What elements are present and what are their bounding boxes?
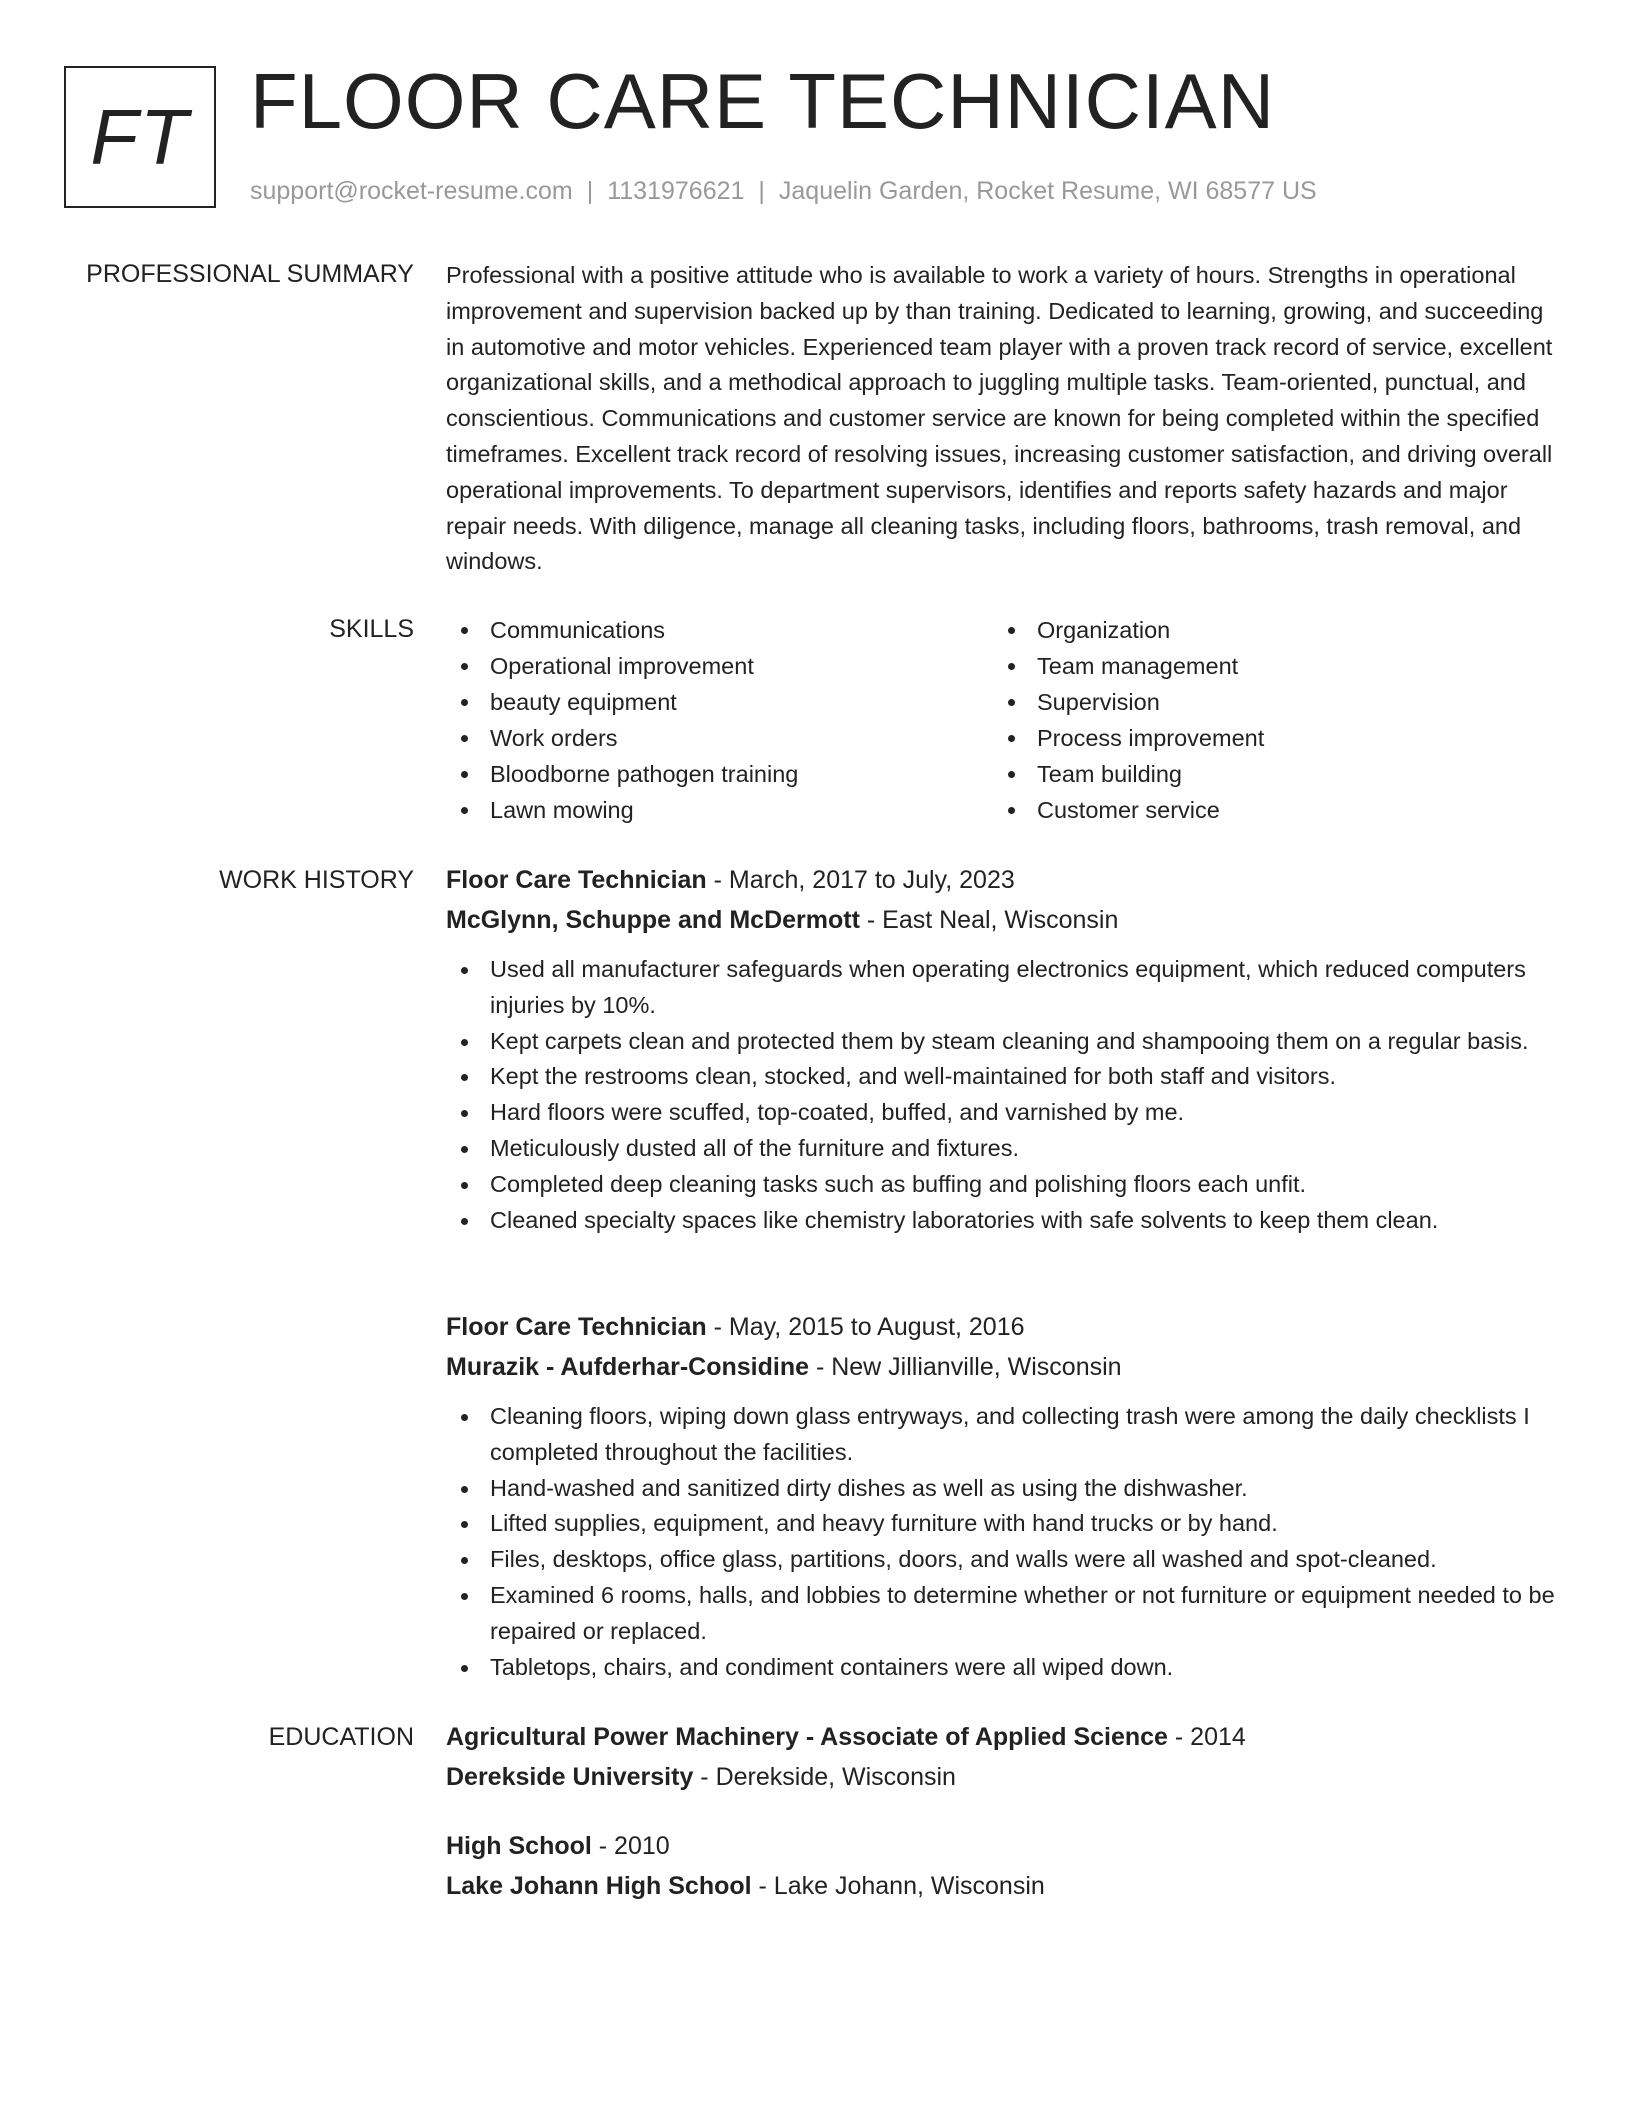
education-school: Derekside University: [446, 1763, 694, 1791]
contact-separator: |: [758, 177, 765, 205]
job-company: Murazik - Aufderhar-Considine: [446, 1353, 809, 1381]
section-label-work-history: WORK HISTORY: [219, 866, 414, 894]
skill-item: Communications: [446, 612, 798, 648]
skill-item: beauty equipment: [446, 684, 798, 720]
education-degree-line: [446, 1717, 1566, 1757]
education-entry: [446, 1826, 1566, 1906]
job-entry: [446, 860, 1566, 1238]
job-bullet: Lifted supplies, equipment, and heavy furniture with hand trucks or by hand.: [446, 1506, 1566, 1542]
job-bullet: Files, desktops, office glass, partitions, doors, and walls were all washed and spot-cleaned.: [446, 1542, 1566, 1578]
skill-item: Process improvement: [993, 720, 1264, 756]
job-bullets: [446, 1399, 1566, 1685]
monogram-box: [64, 66, 216, 208]
skill-item: Team management: [993, 648, 1264, 684]
section-label-skills: SKILLS: [329, 615, 414, 643]
job-company-line: [446, 900, 1566, 940]
job-dates: - May, 2015 to August, 2016: [706, 1313, 1025, 1341]
job-bullet: Used all manufacturer safeguards when operating electronics equipment, which reduced computers injuries by 10%.: [446, 952, 1566, 1024]
skill-item: Organization: [993, 612, 1264, 648]
contact-separator: |: [586, 177, 594, 205]
job-entry: [446, 1307, 1566, 1685]
job-bullet: Cleaning floors, wiping down glass entryways, and collecting trash were among the daily checklists I completed throughout the facilities.: [446, 1399, 1566, 1471]
skills-column-right: [993, 612, 1264, 828]
education-year: - 2014: [1167, 1723, 1246, 1751]
education-school-line: [446, 1757, 1566, 1797]
contact-email: support@rocket-resume.com: [250, 177, 573, 205]
monogram-initials: FT: [90, 92, 190, 181]
education-location: - Derekside, Wisconsin: [693, 1763, 956, 1791]
job-bullet: Cleaned specialty spaces like chemistry laboratories with safe solvents to keep them clean.: [446, 1203, 1566, 1239]
education-degree: High School: [446, 1832, 592, 1860]
job-title: Floor Care Technician: [446, 866, 707, 894]
job-location: - New Jillianville, Wisconsin: [809, 1353, 1122, 1381]
skill-item: Supervision: [993, 684, 1264, 720]
resume-title: FLOOR CARE TECHNICIAN: [250, 57, 1276, 145]
education-school-line: [446, 1866, 1566, 1906]
section-label-summary: PROFESSIONAL SUMMARY: [86, 260, 414, 288]
summary-text: Professional with a positive attitude who is available to work a variety of hours. Strengths in operational improvement and supervision backed up by than training. Dedicated to learning, growing, and succeeding in automotive and motor vehicles. Experienced team player with a proven track record of service, excellent organizational skills, and a methodical approach to juggling multiple tasks. Team-oriented, punctual, and conscientious. Communications and customer service are known for being completed within the specified timeframes. Excellent track record of resolving issues, increasing customer satisfaction, and driving overall operational improvements. To department supervisors, identifies and reports safety hazards and major repair needs. With diligence, manage all cleaning tasks, including floors, bathrooms, trash removal, and windows.: [446, 262, 1553, 575]
skill-item: Work orders: [446, 720, 798, 756]
skills-column-left: [446, 612, 798, 828]
skill-item: Customer service: [993, 792, 1264, 828]
education-year: - 2010: [591, 1832, 670, 1860]
job-dates: - March, 2017 to July, 2023: [706, 866, 1015, 894]
skill-item: Lawn mowing: [446, 792, 798, 828]
section-label-education: EDUCATION: [268, 1723, 414, 1751]
skill-item: Bloodborne pathogen training: [446, 756, 798, 792]
job-bullet: Hard floors were scuffed, top-coated, buffed, and varnished by me.: [446, 1095, 1566, 1131]
job-bullet: Kept the restrooms clean, stocked, and well-maintained for both staff and visitors.: [446, 1059, 1566, 1095]
job-bullet: Kept carpets clean and protected them by steam cleaning and shampooing them on a regular basis.: [446, 1024, 1566, 1060]
job-bullet: Meticulously dusted all of the furniture and fixtures.: [446, 1131, 1566, 1167]
job-bullet: Completed deep cleaning tasks such as buffing and polishing floors each unfit.: [446, 1167, 1566, 1203]
education-degree-line: [446, 1826, 1566, 1866]
education-school: Lake Johann High School: [446, 1872, 752, 1900]
job-title-line: [446, 860, 1566, 900]
education-location: - Lake Johann, Wisconsin: [751, 1872, 1045, 1900]
contact-line: [250, 174, 1317, 208]
skill-item: Team building: [993, 756, 1264, 792]
contact-address: Jaquelin Garden, Rocket Resume, WI 68577 US: [778, 177, 1317, 205]
job-location: - East Neal, Wisconsin: [859, 906, 1119, 934]
skills-list: [446, 612, 1566, 832]
skill-item: Operational improvement: [446, 648, 798, 684]
job-title-line: [446, 1307, 1566, 1347]
job-bullets: [446, 952, 1566, 1238]
contact-phone: 1131976621: [607, 177, 745, 205]
job-title: Floor Care Technician: [446, 1313, 707, 1341]
job-company-line: [446, 1347, 1566, 1387]
education-entry: [446, 1717, 1566, 1797]
job-bullet: Examined 6 rooms, halls, and lobbies to determine whether or not furniture or equipment needed to be repaired or replaced.: [446, 1578, 1566, 1650]
job-bullet: Hand-washed and sanitized dirty dishes as well as using the dishwasher.: [446, 1471, 1566, 1507]
job-bullet: Tabletops, chairs, and condiment containers were all wiped down.: [446, 1650, 1566, 1686]
job-company: McGlynn, Schuppe and McDermott: [446, 906, 860, 934]
education-degree: Agricultural Power Machinery - Associate of Applied Science: [446, 1723, 1168, 1751]
